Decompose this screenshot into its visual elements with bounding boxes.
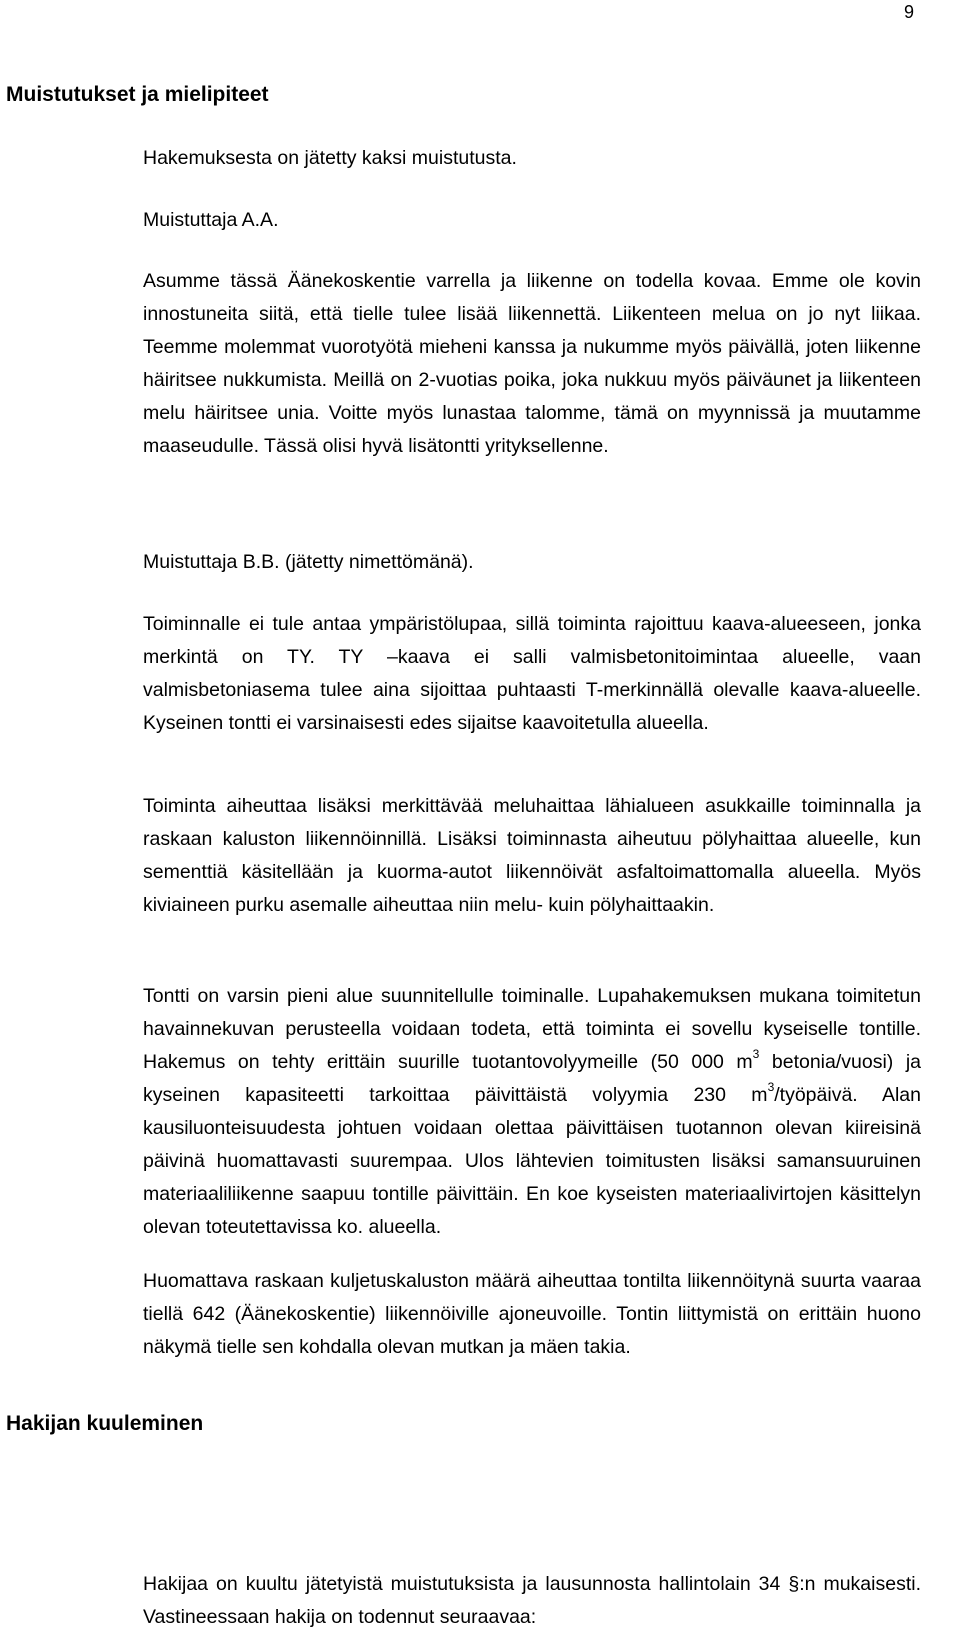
section-heading-objections: Muistutukset ja mielipiteet xyxy=(6,83,269,106)
objector-b-paragraph-capacity xyxy=(143,980,921,1244)
cubic-superscript-2: 3 xyxy=(767,1080,775,1094)
page-number: 9 xyxy=(904,2,915,22)
capacity-text-part1: Tontti on varsin pieni alue suunnitellulle toiminalle. Lupahakemuksen mukana toimitetun havainnekuvan perusteella voidaan todeta, että toiminta ei sovellu kyseiselle tontille. Hakemus on tehty erittäin suurille tuotantovolyymeille (50 000 m xyxy=(143,985,921,1073)
cubic-superscript-1: 3 xyxy=(752,1047,760,1061)
capacity-text-part3: /työpäivä. Alan kausiluonteisuudesta johtuen voidaan olettaa päivittäisen tuotannon olevan kiireisinä päivinä huomattavasti suurempaa. Ulos lähtevien toimitusten lisäksi samansuuruinen materiaaliliikenne saapuu tontille päivittäin. En koe kyseisten materiaalivirtojen käsittelyn olevan toteutettavissa ko. alueella. xyxy=(143,1084,921,1238)
section-heading-hearing: Hakijan kuuleminen xyxy=(6,1412,204,1435)
objector-b-label: Muistuttaja B.B. (jätetty nimettömänä). xyxy=(143,551,474,573)
objector-b-paragraph-zoning: Toiminnalle ei tule antaa ympäristölupaa, sillä toiminta rajoittuu kaava-alueeseen, jonka merkintä on TY. TY –kaava ei salli valmisbetonitoimintaa alueelle, vaan valmisbetoniasema tulee aina sijoittaa puhtaasti T-merkinnällä olevalle kaava-alueelle. Kyseinen tontti ei varsinaisesti edes sijaitse kaavoitetulla alueella. xyxy=(143,613,921,734)
objector-a-label: Muistuttaja A.A. xyxy=(143,209,279,231)
hearing-text: Hakijaa on kuultu jätetyistä muistutuksista ja lausunnosta hallintolain 34 §:n mukaisesti. Vastineessaan hakija on todennut seuraavaa: xyxy=(143,1573,921,1628)
objector-b-paragraph-safety: Huomattava raskaan kuljetuskaluston määrä aiheuttaa tontilta liikennöitynä suurta vaaraa tiellä 642 (Äänekoskentie) liikennöiville ajoneuvoille. Tontin liittymistä on erittäin huono näkymä tielle sen kohdalla olevan mutkan ja mäen takia. xyxy=(143,1270,921,1358)
objector-a-text: Asumme tässä Äänekoskentie varrella ja liikenne on todella kovaa. Emme ole kovin innostuneita siitä, että tielle tulee lisää liikennettä. Liikenteen melua on jo nyt liikaa. Teemme molemmat vuorotyötä mieheni kanssa ja nukumme myös päivällä, joten liikenne häiritsee nukkumista. Meillä on 2-vuotias poika, joka nukkuu myös päiväunet ja liikenteen melu häiritsee unia. Voitte myös lunastaa talomme, tämä on myynnissä ja muutamme maaseudulle. Tässä olisi hyvä lisätontti yrityksellenne. xyxy=(143,270,921,457)
objector-b-paragraph-noise: Toiminta aiheuttaa lisäksi merkittävää meluhaittaa lähialueen asukkaille toiminnalla ja raskaan kaluston liikennöinnillä. Lisäksi toiminnasta aiheutuu pölyhaittaa alueelle, kun sementtiä käsitellään ja kuorma-autot liikennöivät asfaltoimattomalla alueella. Myös kiviaineen purku asemalle aiheuttaa niin melu- kuin pölyhaittaakin. xyxy=(143,795,921,916)
objections-intro: Hakemuksesta on jätetty kaksi muistutusta. xyxy=(143,147,517,169)
capacity-text-part2: betonia/vuosi) ja kyseinen kapasiteetti tarkoittaa päivittäistä volyymia 230 m xyxy=(143,1051,922,1106)
